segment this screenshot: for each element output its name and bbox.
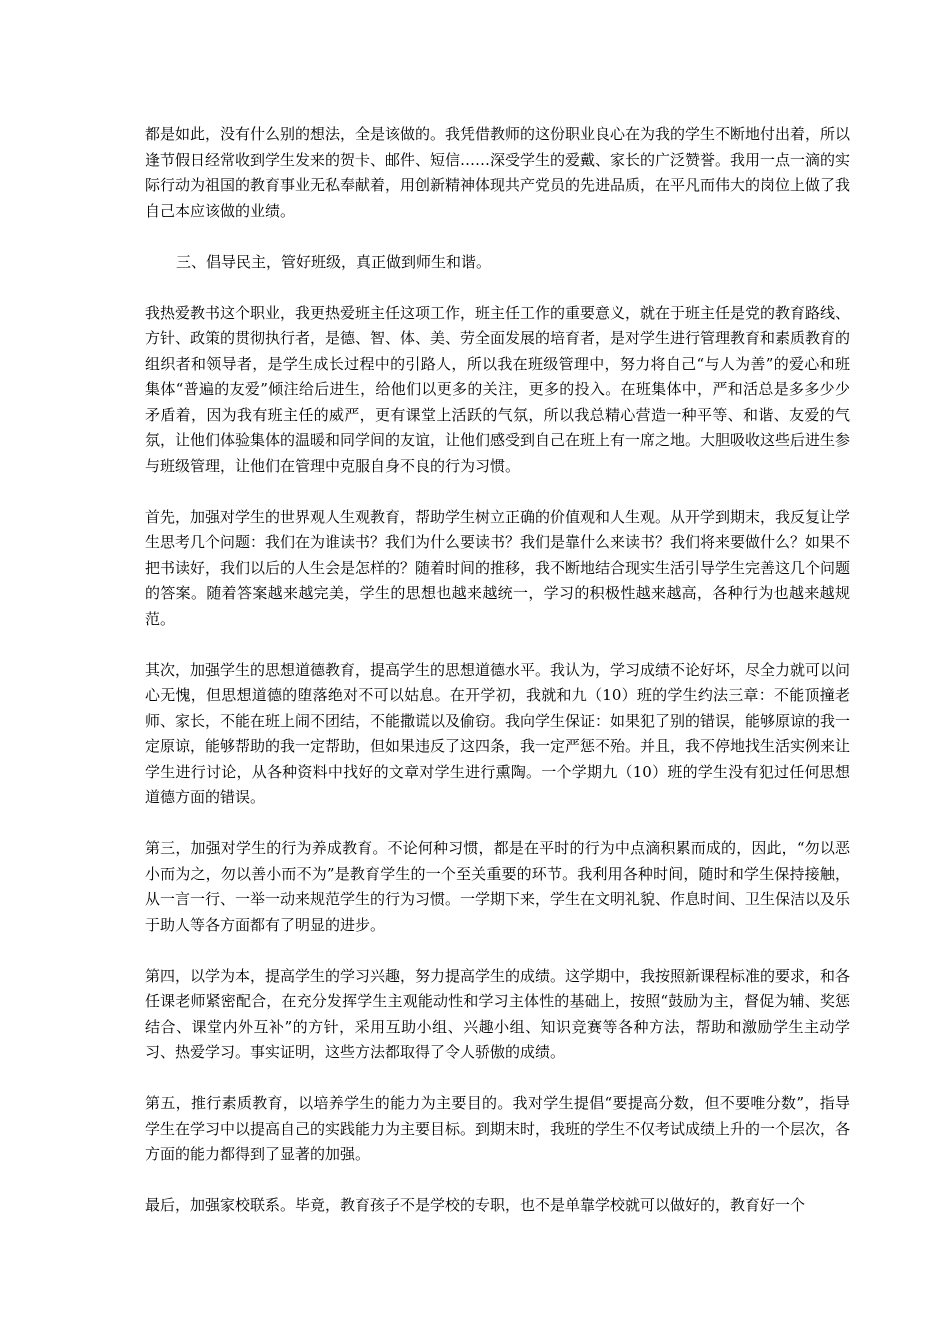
paragraph-last: 最后，加强家校联系。毕竟，教育孩子不是学校的专职，也不是单靠学校就可以做好的，教育好一个 bbox=[145, 1196, 806, 1214]
section-heading-three: 三、倡导民主，管好班级，真正做到师生和谐。 bbox=[176, 252, 492, 271]
paragraph-fourth: 第四，以学为本，提高学生的学习兴趣，努力提高学生的成绩。这学期中，我按照新课程标准的要求，和各任课老师紧密配合，在充分发挥学生主观能动性和学习主体性的基础上，按照“鼓励为主，督促为辅、奖惩结合、课堂内外互补”的方针，采用互助小组、兴趣小组、知识竞赛等各种方法，帮助和激励学生主动学习、热爱学习。事实证明，这些方法都取得了令人骄傲的成绩。 bbox=[145, 966, 851, 1061]
paragraph-second: 其次，加强学生的思想道德教育，提高学生的思想道德水平。我认为，学习成绩不论好坏，尽全力就可以问心无愧，但思想道德的堕落绝对不可以姑息。在开学初，我就和九（10）班的学生约法三章：不能顶撞老师、家长，不能在班上闹不团结，不能撒谎以及偷窃。我向学生保证：如果犯了别的错误，能够原谅的我一定原谅，能够帮助的我一定帮助，但如果违反了这四条，我一定严惩不殆。并且，我不停地找生活实例来让学生进行讨论，从各种资料中找好的文章对学生进行熏陶。一个学期九（10）班的学生没有犯过任何思想道德方面的错误。 bbox=[145, 660, 851, 806]
paragraph-first: 首先，加强对学生的世界观人生观教育，帮助学生树立正确的价值观和人生观。从开学到期末，我反复让学生思考几个问题：我们在为谁读书？我们为什么要读书？我们是靠什么来读书？我们将来要做什么？如果不把书读好，我们以后的人生会是怎样的？随着时间的推移，我不断地结合现实生活引导学生完善这几个问题的答案。随着答案越来越完美，学生的思想也越来越统一，学习的积极性越来越高，各种行为也越来越规范。 bbox=[145, 507, 851, 628]
paragraph-class-teacher: 我热爱教书这个职业，我更热爱班主任这项工作，班主任工作的重要意义，就在于班主任是党的教育路线、方针、政策的贯彻执行者，是德、智、体、美、劳全面发展的培育者，是对学生进行管理教育和素质教育的组织者和领导者，是学生成长过程中的引路人，所以我在班级管理中，努力将自己“与人为善”的爱心和班集体“普遍的友爱”倾注给后进生，给他们以更多的关注，更多的投入。在班集体中，严和活总是多多少少矛盾着，因为我有班主任的威严，更有课堂上活跃的气氛，所以我总精心营造一种平等、和谐、友爱的气氛，让他们体验集体的温暖和同学间的友谊，让他们感受到自己在班上有一席之地。大胆吸收这些后进生参与班级管理，让他们在管理中克服自身不良的行为习惯。 bbox=[145, 303, 851, 475]
paragraph-continuation: 都是如此，没有什么别的想法，全是该做的。我凭借教师的这份职业良心在为我的学生不断地付出着，所以逢节假日经常收到学生发来的贺卡、邮件、短信……深受学生的爱戴、家长的广泛赞誉。我用一点一滴的实际行动为祖国的教育事业无私奉献着，用创新精神体现共产党员的先进品质，在平凡而伟大的岗位上做了我自己本应该做的业绩。 bbox=[145, 125, 851, 220]
paragraph-fifth: 第五，推行素质教育，以培养学生的能力为主要目的。我对学生提倡“要提高分数，但不要唯分数”，指导学生在学习中以提高自己的实践能力为主要目标。到期末时，我班的学生不仅考试成绩上升的一个层次，各方面的能力都得到了显著的加强。 bbox=[145, 1094, 851, 1163]
paragraph-third: 第三，加强对学生的行为养成教育。不论何种习惯，都是在平时的行为中点滴积累而成的，因此，“勿以恶小而为之，勿以善小而不为”是教育学生的一个至关重要的环节。我利用各种时间，随时和学生保持接触，从一言一行、一举一动来规范学生的行为习惯。一学期下来，学生在文明礼貌、作息时间、卫生保洁以及乐于助人等各方面都有了明显的进步。 bbox=[145, 839, 851, 934]
document-page bbox=[145, 122, 850, 1219]
